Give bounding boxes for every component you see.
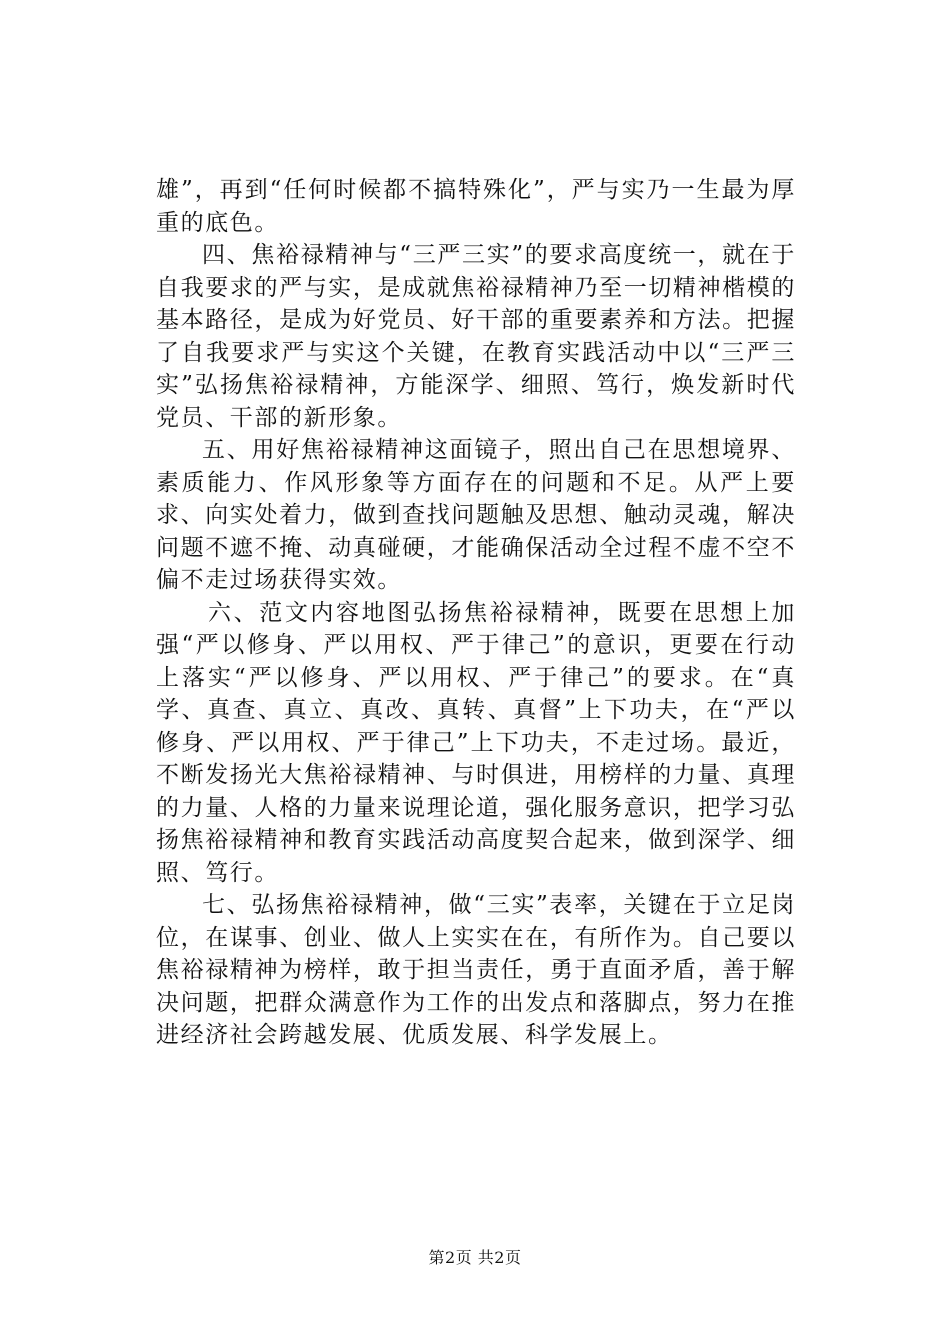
paragraph-6: 六、范文内容地图弘扬焦裕禄精神，既要在思想上加强“严以修身、严以用权、严于律己”的意识，更要在行动上落实“严以修身、严以用权、严于律己”的要求。在“真学、真查、真立、真改、真转、真督”上下功夫，在“严以修身、严以用权、严于律己”上下功夫，不走过场。最近，不断发扬光大焦裕禄精神、与时俱进，用榜样的力量、真理的力量、人格的力量来说理论道，强化服务意识，把学习弘扬焦裕禄精神和教育实践活动高度契合起来，做到深学、细照、笃行。 [156,599,796,886]
paragraph-5: 五、用好焦裕禄精神这面镜子，照出自己在思想境界、素质能力、作风形象等方面存在的问题和不足。从严上要求、向实处着力，做到查找问题触及思想、触动灵魂，解决问题不遮不掩、动真碰硬，才能确保活动全过程不虚不空不偏不走过场获得实效。 [156,437,796,593]
paragraph-4: 四、焦裕禄精神与“三严三实”的要求高度统一，就在于自我要求的严与实，是成就焦裕禄精神乃至一切精神楷模的基本路径，是成为好党员、好干部的重要素养和方法。把握了自我要求严与实这个关键，在教育实践活动中以“三严三实”弘扬焦裕禄精神，方能深学、细照、笃行，焕发新时代党员、干部的新形象。 [156,242,796,431]
paragraph-continuation: 雄”，再到“任何时候都不搞特殊化”，严与实乃一生最为厚重的底色。 [156,177,796,236]
paragraph-7: 七、弘扬焦裕禄精神，做“三实”表率，关键在于立足岗位，在谋事、创业、做人上实实在在，有所作为。自己要以焦裕禄精神为榜样，敢于担当责任，勇于直面矛盾，善于解决问题，把群众满意作为工作的出发点和落脚点，努力在推进经济社会跨越发展、优质发展、科学发展上。 [156,892,796,1048]
document-body [156,174,796,1052]
page-number-footer: 第2页 共2页 [428,1248,522,1267]
